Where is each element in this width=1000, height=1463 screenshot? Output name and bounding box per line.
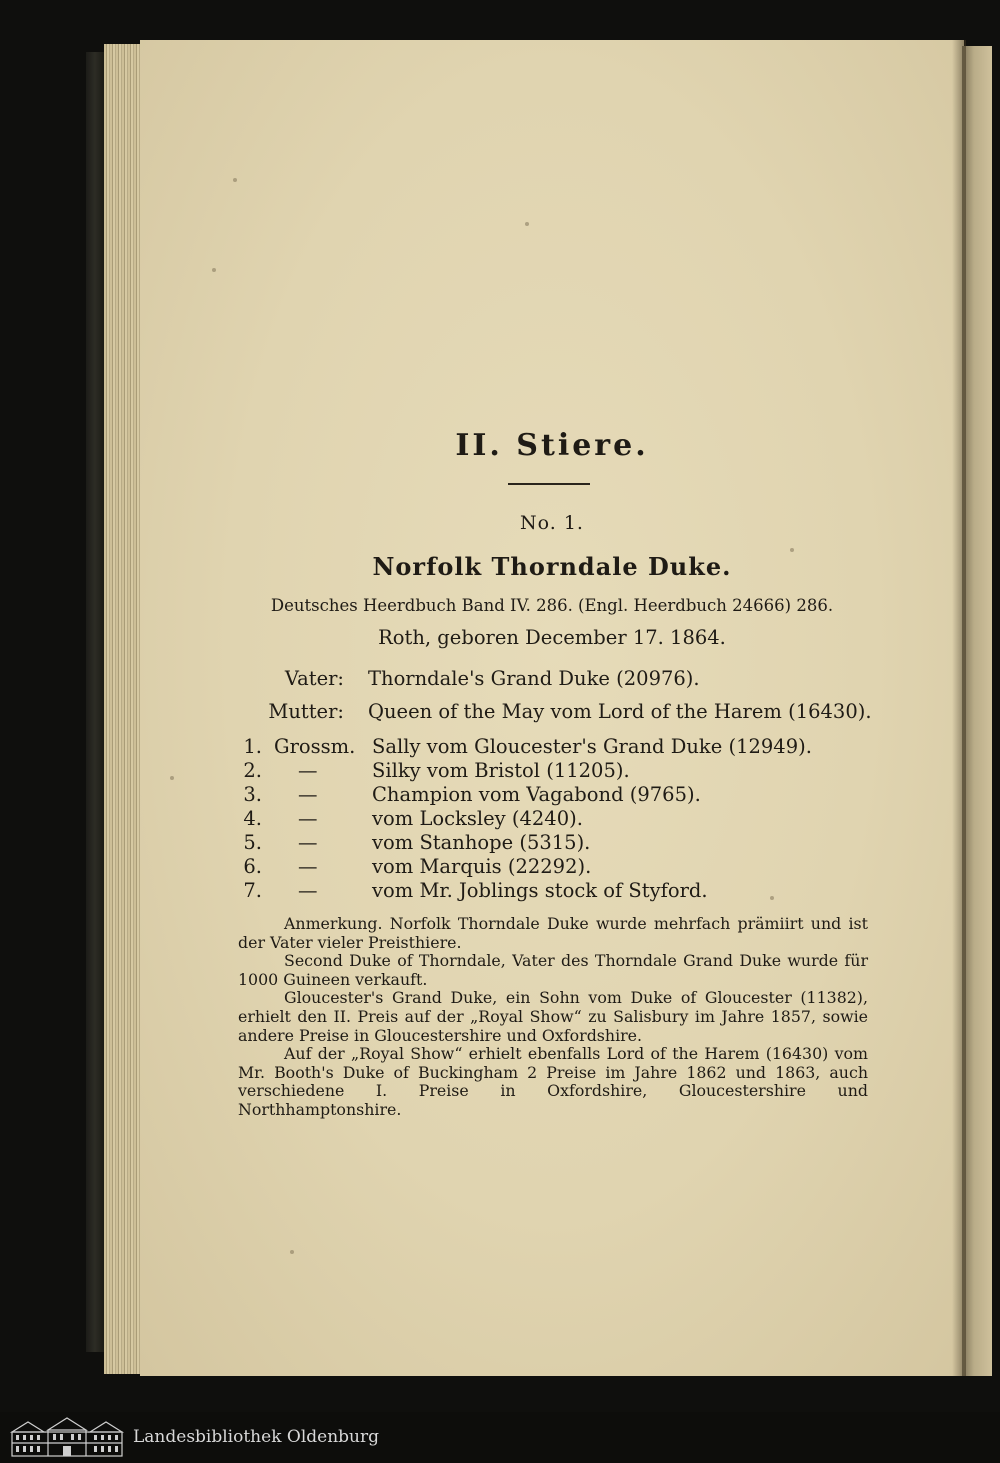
ancestry: vom Mr. Joblings stock of Styford. — [372, 879, 708, 902]
paper-speck — [212, 268, 216, 272]
note-paragraph: Second Duke of Thorndale, Vater des Thorndale Grand Duke wurde für 1000 Guineen verkauft. — [238, 951, 868, 989]
ancestry: Sally vom Gloucester's Grand Duke (12949). — [372, 735, 812, 758]
bull-name: Norfolk Thorndale Duke. — [372, 552, 732, 581]
ancestry: vom Stanhope (5315). — [372, 831, 591, 854]
row-number: 7. — [243, 879, 262, 902]
paper-speck — [170, 776, 174, 780]
parent-value: Queen of the May vom Lord of the Harem (16430). — [368, 700, 872, 723]
annotations — [238, 915, 868, 1120]
relation: — — [298, 783, 318, 806]
row-number: 5. — [243, 831, 262, 854]
row-number: 4. — [243, 807, 262, 830]
relation: — — [298, 879, 318, 902]
paper-speck — [770, 896, 774, 900]
page-edges — [104, 44, 144, 1374]
relation: — — [298, 855, 318, 878]
parent-label: Vater: — [284, 667, 344, 690]
entry-number: No. 1. — [520, 512, 584, 534]
title-rule — [508, 483, 590, 485]
page-gutter-shadow — [952, 40, 966, 1376]
herdbook-reference: Deutsches Heerdbuch Band IV. 286. (Engl. Heerdbuch 24666) 286. — [270, 596, 834, 615]
row-number: 1. — [243, 735, 262, 758]
paper-speck — [290, 1250, 294, 1254]
row-number: 3. — [243, 783, 262, 806]
note-paragraph: Anmerkung. Norfolk Thorndale Duke wurde mehrfach prämiirt und ist der Vater vieler Preisthiere. — [238, 914, 868, 952]
relation: — — [298, 807, 318, 830]
facing-page-edge — [962, 46, 992, 1376]
paper-speck — [525, 222, 529, 226]
relation: — — [298, 831, 318, 854]
birth-line: Roth, geboren December 17. 1864. — [378, 626, 726, 649]
ancestry: vom Locksley (4240). — [372, 807, 583, 830]
row-number: 6. — [243, 855, 262, 878]
relation: Grossm. — [274, 735, 356, 758]
paper-speck — [233, 178, 237, 182]
section-title: II. Stiere. — [455, 428, 649, 463]
note-paragraph: Gloucester's Grand Duke, ein Sohn vom Duke of Gloucester (11382), erhielt den II. Preis auf der „Royal Show“ zu Salisbury im Jahre 1857, sowie andere Preise in Gloucestershire und Oxfordshire. — [238, 988, 868, 1045]
library-name: Landesbibliothek Oldenburg — [133, 1427, 380, 1447]
row-number: 2. — [243, 759, 262, 782]
ancestry: Champion vom Vagabond (9765). — [372, 783, 701, 806]
relation: — — [298, 759, 318, 782]
note-paragraph: Auf der „Royal Show“ erhielt ebenfalls Lord of the Harem (16430) vom Mr. Booth's Duke of Buckingham 2 Preise im Jahre 1862 und 1863, auch verschiedene I. Preise in Oxfordshire, Gloucestershire und Northhamptonshire. — [238, 1044, 868, 1119]
parent-label: Mutter: — [268, 700, 344, 723]
ancestry: vom Marquis (22292). — [372, 855, 592, 878]
library-building-icon — [8, 1416, 126, 1458]
ancestry: Silky vom Bristol (11205). — [372, 759, 630, 782]
parent-value: Thorndale's Grand Duke (20976). — [368, 667, 700, 690]
